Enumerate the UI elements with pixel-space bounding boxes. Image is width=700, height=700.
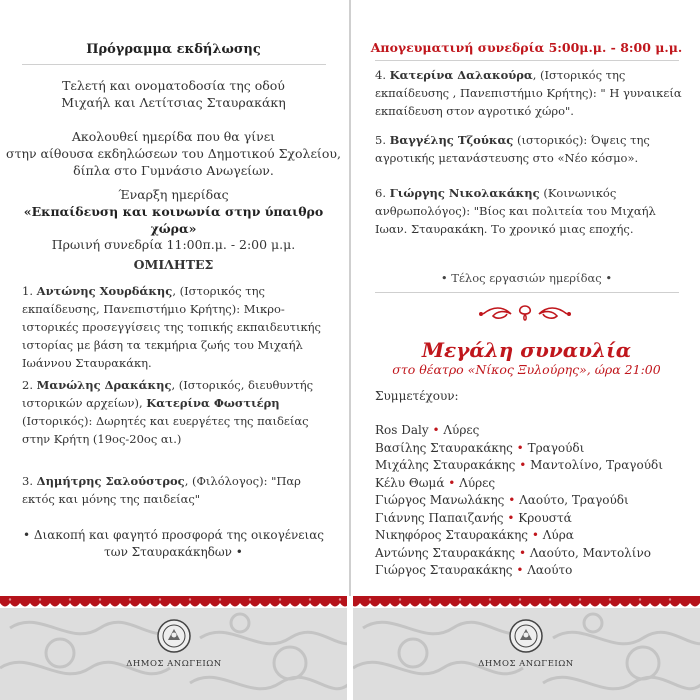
musician-row: Βασίλης Σταυρακάκης • Τραγούδι [375,440,585,455]
venue-block [0,128,347,179]
musician-row: Ros Daly • Λύρες [375,423,480,437]
end-divider [375,292,679,293]
talk-item-3: 3. Δημήτρης Σαλούστρος, (Φιλόλογος): "Παρ εκτός και μόνης της παιδείας" [22,474,301,506]
musician-row: Γιώργος Μανωλάκης • Λαούτο, Τραγούδι [375,493,629,507]
talk-item-1: 1. Αντώνης Χουρδάκης, (Ιστορικός της εκπαίδευσης, Πανεπιστήμιο Κρήτης): Μικρο-ιστορικές προσεγγίσεις της τοπικής εκπαιδευτικής ιστορίας με βάση τα τεκμήρια ζωής του Μιχαήλ Ιωάννου Σταυρακάκη. [22,284,321,370]
municipality-label: ΔΗΜΟΣ ΑΝΩΓΕΙΩΝ [126,659,222,669]
intro-line: Τελετή και ονοματοδοσία της οδού [62,78,285,93]
talk-item-4: 4. Κατερίνα Δαλακούρα, (Ιστορικός της εκπαίδευσης , Πανεπιστήμιο Κρήτης): " Η γυναικεία εκπαίδευση στον αγροτικό χώρο". [375,68,682,118]
speaker-name: Κατερίνα Δαλακούρα [389,68,533,82]
speakers-heading: ΟΜΙΛΗΤΕΣ [133,257,214,272]
speaker-name: Κατερίνα Φωστιέρη [146,396,280,410]
musician-row: Μιχάλης Σταυρακάκης • Μαντολίνο, Τραγούδι [375,458,663,472]
municipality-seal-icon [508,618,544,654]
speaker-name: Δημήτρης Σαλούστρος [36,474,185,488]
scroll-ornament-icon [475,302,575,326]
municipality-seal-icon [156,618,192,654]
venue-line: δίπλα στο Γυμνάσιο Ανωγείων. [73,163,274,178]
panel-divider [349,0,351,596]
title-divider [22,64,326,65]
left-panel [0,0,347,700]
participants-label: Συμμετέχουν: [375,389,459,403]
speaker-name: Βαγγέλης Τζούκας [389,133,514,147]
intro-block [0,77,347,111]
morning-session-heading: Πρωινή συνεδρία 11:00π.μ. - 2:00 μ.μ. [51,237,296,252]
right-panel [353,0,700,700]
session-divider [375,60,679,61]
venue-line: Ακολουθεί ημερίδα που θα γίνει [71,129,276,144]
talk-item-5: 5. Βαγγέλης Τζούκας (ιστορικός): Όψεις της αγροτικής μετανάστευσης στο «Νέο κόσμο». [375,133,650,165]
talk-item-6: 6. Γιώργης Νικολακάκης (Κοινωνικός ανθρωπολόγος): "Βίος και πολιτεία του Μιχαήλ Ιωαν. Σταυρακάκη. Το χρονικό μιας εποχής. [375,186,656,236]
afternoon-session-heading: Απογευματινή συνεδρία 5:00μ.μ. - 8:00 μ.μ. [370,40,683,55]
program-title: Πρόγραμμα εκδήλωσης [86,42,261,57]
intro-line: Μιχαήλ και Λετίτσιας Σταυρακάκη [61,95,286,110]
start-label: Έναρξη ημερίδας [118,187,229,202]
musician-row: Νικηφόρος Σταυρακάκης • Λύρα [375,528,574,542]
center-gutter [347,596,353,700]
musician-row: Γιώργος Σταυρακάκης • Λαούτο [375,563,573,577]
concert-title: Μεγάλη συναυλία [421,338,632,362]
speaker-name: Αντώνης Χουρδάκης [36,284,173,298]
municipality-label: ΔΗΜΟΣ ΑΝΩΓΕΙΩΝ [478,659,574,669]
musician-row: Κέλυ Θωμά • Λύρες [375,475,496,490]
concert-venue-time: στο θέατρο «Νίκος Ξυλούρης», ώρα 21:00 [392,362,661,377]
end-of-conference-note: • Τέλος εργασιών ημερίδας • [440,271,613,285]
musician-row: Γιάννης Παπαιζανής • Κρουστά [375,510,572,525]
musician-row: Αντώνης Σταυρακάκης • Λαούτο, Μαντολίνο [375,545,652,560]
speaker-name: Γιώργης Νικολακάκης [389,186,540,200]
talk-item-2: 2. Μανώλης Δρακάκης, (Ιστορικός, διευθυντής ιστορικών αρχείων), Κατερίνα Φωστιέρη (Ιστορικός): Δωρητές και ευεργέτες της παιδείας στην Κρήτη (19ος-20ος αι.) [22,378,314,446]
conference-theme: «Εκπαίδευση και κοινωνία στην ύπαιθρο χώρα» [23,204,324,236]
musician-list [375,422,685,580]
speaker-name: Μανώλης Δρακάκης [36,378,172,392]
venue-line: στην αίθουσα εκδηλώσεων του Δημοτικού Σχολείου, [6,146,341,161]
lunch-break-note: • Διακοπή και φαγητό προσφορά της οικογένειας των Σταυρακάκηδων • [22,528,325,559]
